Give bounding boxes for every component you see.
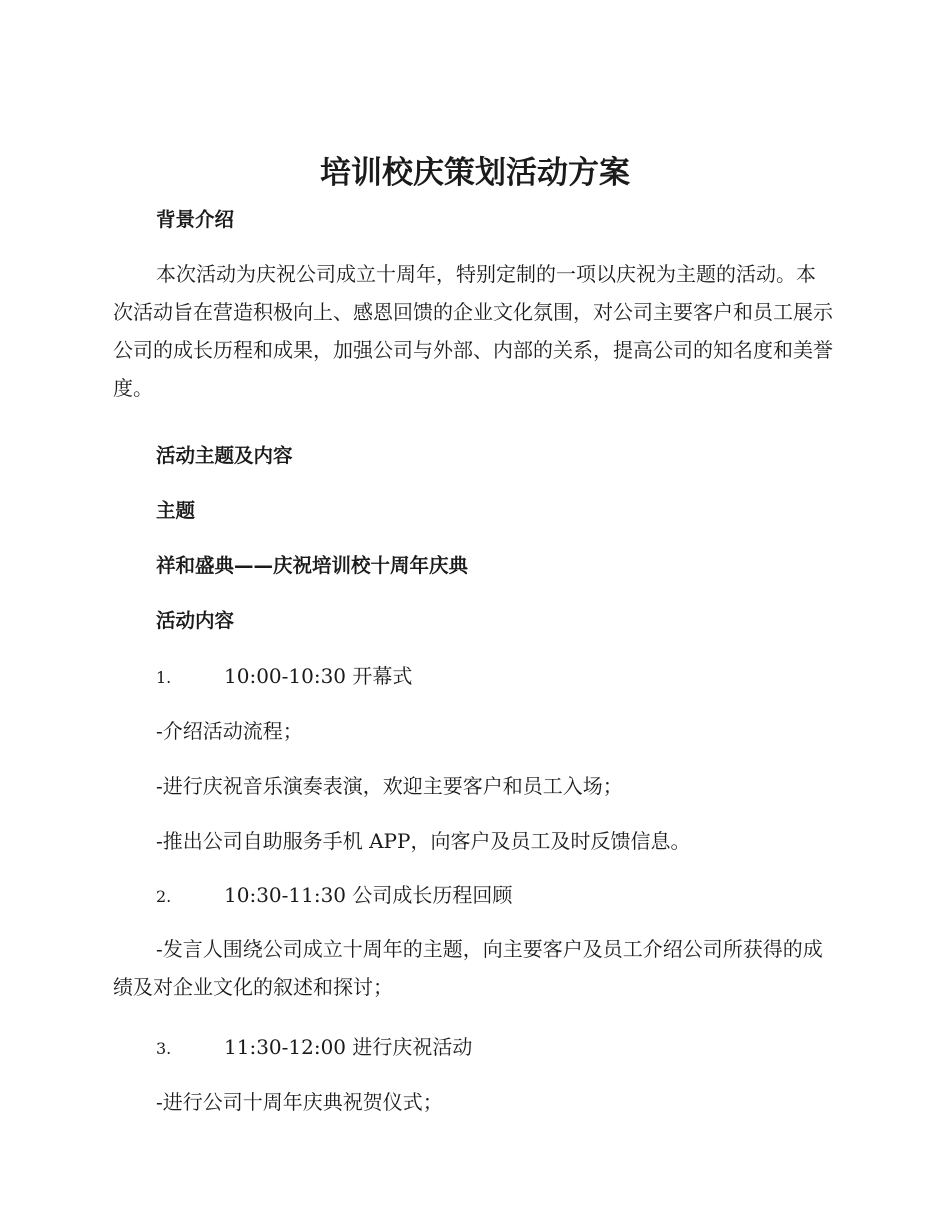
list-item-number: 1. [156,668,172,687]
list-bullet: -介绍活动流程； [156,719,303,743]
list-item-1 [156,661,412,693]
list-bullet: -进行公司十周年庆典祝贺仪式； [156,1090,443,1114]
section-heading-activity-content: 活动内容 [156,609,235,632]
list-bullet: -进行庆祝音乐演奏表演，欢迎主要客户和员工入场； [156,774,623,798]
list-item-number: 3. [156,1039,172,1058]
section-heading-background: 背景介绍 [156,208,235,231]
list-item-title: 10:00-10:30 开幕式 [224,664,413,688]
list-item-title: 11:30-12:00 进行庆祝活动 [224,1035,473,1059]
list-bullet-paragraph: -发言人围绕公司成立十周年的主题，向主要客户及员工介绍公司所获得的成绩及对企业文化的叙述和探讨； [113,937,823,999]
section-heading-theme: 主题 [156,499,196,522]
list-item-number: 2. [156,887,172,906]
list-item-3 [156,1032,472,1064]
list-bullet: -推出公司自助服务手机 APP，向客户及员工及时反馈信息。 [156,829,691,853]
list-item-title: 10:30-11:30 公司成长历程回顾 [224,883,513,907]
section-heading-theme-content: 活动主题及内容 [156,444,293,467]
document-title: 培训校庆策划活动方案 [320,155,630,191]
theme-text: 祥和盛典——庆祝培训校十周年庆典 [156,554,469,577]
background-paragraph: 本次活动为庆祝公司成立十周年，特别定制的一项以庆祝为主题的活动。本次活动旨在营造积极向上、感恩回馈的企业文化氛围，对公司主要客户和员工展示公司的成长历程和成果，加强公司与外部、内部的关系，提高公司的知名度和美誉度。 [113,262,833,400]
list-item-2 [156,880,512,912]
